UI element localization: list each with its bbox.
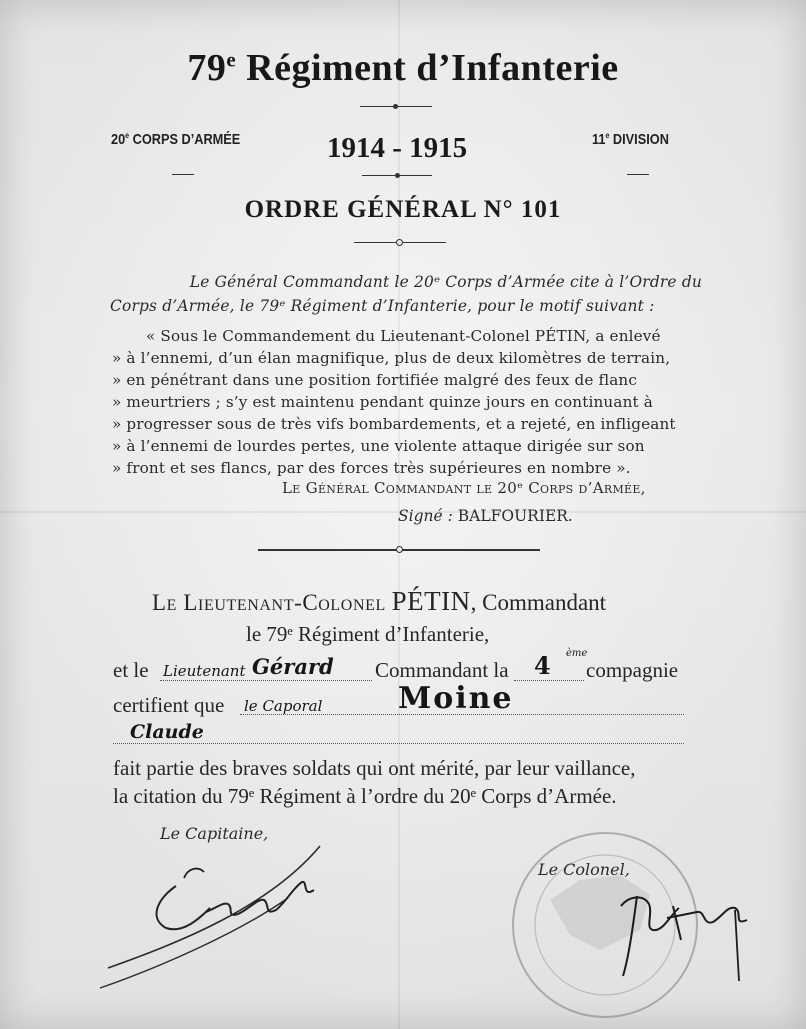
regiment-title: 79e Régiment d’Infanterie bbox=[187, 47, 619, 89]
citation-line: » en pénétrant dans une position fortifiée malgré des feux de flanc bbox=[112, 371, 638, 389]
handwritten-officer-name: Gérard bbox=[252, 654, 334, 679]
certifient-que-label: certifient que bbox=[113, 693, 225, 717]
colonel-label: Le Colonel, bbox=[538, 860, 630, 879]
ornament-rule bbox=[172, 174, 194, 175]
et-le-label: et le bbox=[113, 658, 149, 682]
officer-fill-line bbox=[160, 680, 372, 681]
citation-line: » à l’ennemi, d’un élan magnifique, plus de deux kilomètres de terrain, bbox=[112, 349, 671, 367]
citation-intro-line: Corps d’Armée, le 79ᵉ Régiment d’Infanterie, pour le motif suivant : bbox=[110, 297, 655, 315]
handwritten-officer-rank: Lieutenant bbox=[163, 662, 246, 680]
citation-line: » front et ses flancs, par des forces très supérieures en nombre ». bbox=[112, 459, 631, 477]
division-heading: 11e DIVISION bbox=[592, 131, 669, 148]
bravery-line: fait partie des braves soldats qui ont mérité, par leur vaillance, bbox=[113, 756, 636, 780]
commandant-la-label: Commandant la bbox=[375, 658, 509, 682]
citation-line: » à l’ennemi de lourdes pertes, une violente attaque dirigée sur son bbox=[112, 437, 645, 455]
ornament-rule bbox=[627, 174, 649, 175]
capitaine-signature bbox=[88, 838, 328, 998]
handwritten-soldier-rank: le Caporal bbox=[244, 697, 323, 715]
handwritten-soldier-firstname: Claude bbox=[130, 721, 204, 743]
regiment-line: le 79ᵉ Régiment d’Infanterie, bbox=[246, 622, 490, 646]
ornament-dot bbox=[395, 173, 400, 178]
citation-reference-line: la citation du 79ᵉ Régiment à l’ordre du 20ᵉ Corps d’Armée. bbox=[113, 784, 617, 808]
citation-line: » progresser sous de très vifs bombardements, et a rejeté, en infligeant bbox=[112, 415, 676, 433]
ornament-ring bbox=[396, 546, 403, 553]
colonel-signature bbox=[615, 886, 755, 986]
company-fill-line bbox=[514, 680, 584, 681]
capitaine-label: Le Capitaine, bbox=[160, 824, 269, 843]
corps-heading: 20e CORPS D’ARMÉE bbox=[111, 131, 241, 148]
citation-line: « Sous le Commandement du Lieutenant-Colonel PÉTIN, a enlevé bbox=[146, 327, 661, 345]
signe-line: Signé : BALFOURIER. bbox=[398, 507, 573, 525]
compagnie-label: compagnie bbox=[586, 658, 679, 682]
firstname-fill-line bbox=[113, 743, 684, 744]
citation-line: » meurtriers ; s’y est maintenu pendant quinze jours en continuant à bbox=[112, 393, 653, 411]
general-signatory: Le Général Commandant le 20ᵉ Corps d’Armée, bbox=[282, 479, 646, 497]
citation-intro-line: Le Général Commandant le 20ᵉ Corps d’Armée cite à l’Ordre du bbox=[189, 273, 702, 291]
ornament-dot bbox=[393, 104, 398, 109]
ornament-ring bbox=[396, 239, 403, 246]
ordre-general-heading: ORDRE GÉNÉRAL N° 101 bbox=[244, 196, 562, 223]
handwritten-soldier-surname: Moine bbox=[398, 681, 514, 716]
lieutenant-colonel-line: Le Lieutenant-Colonel PÉTIN, Commandant bbox=[152, 586, 607, 616]
handwritten-company-suffix: ème bbox=[566, 648, 588, 659]
handwritten-company-number: 4 bbox=[534, 651, 551, 680]
years-heading: 1914 - 1915 bbox=[327, 132, 468, 164]
